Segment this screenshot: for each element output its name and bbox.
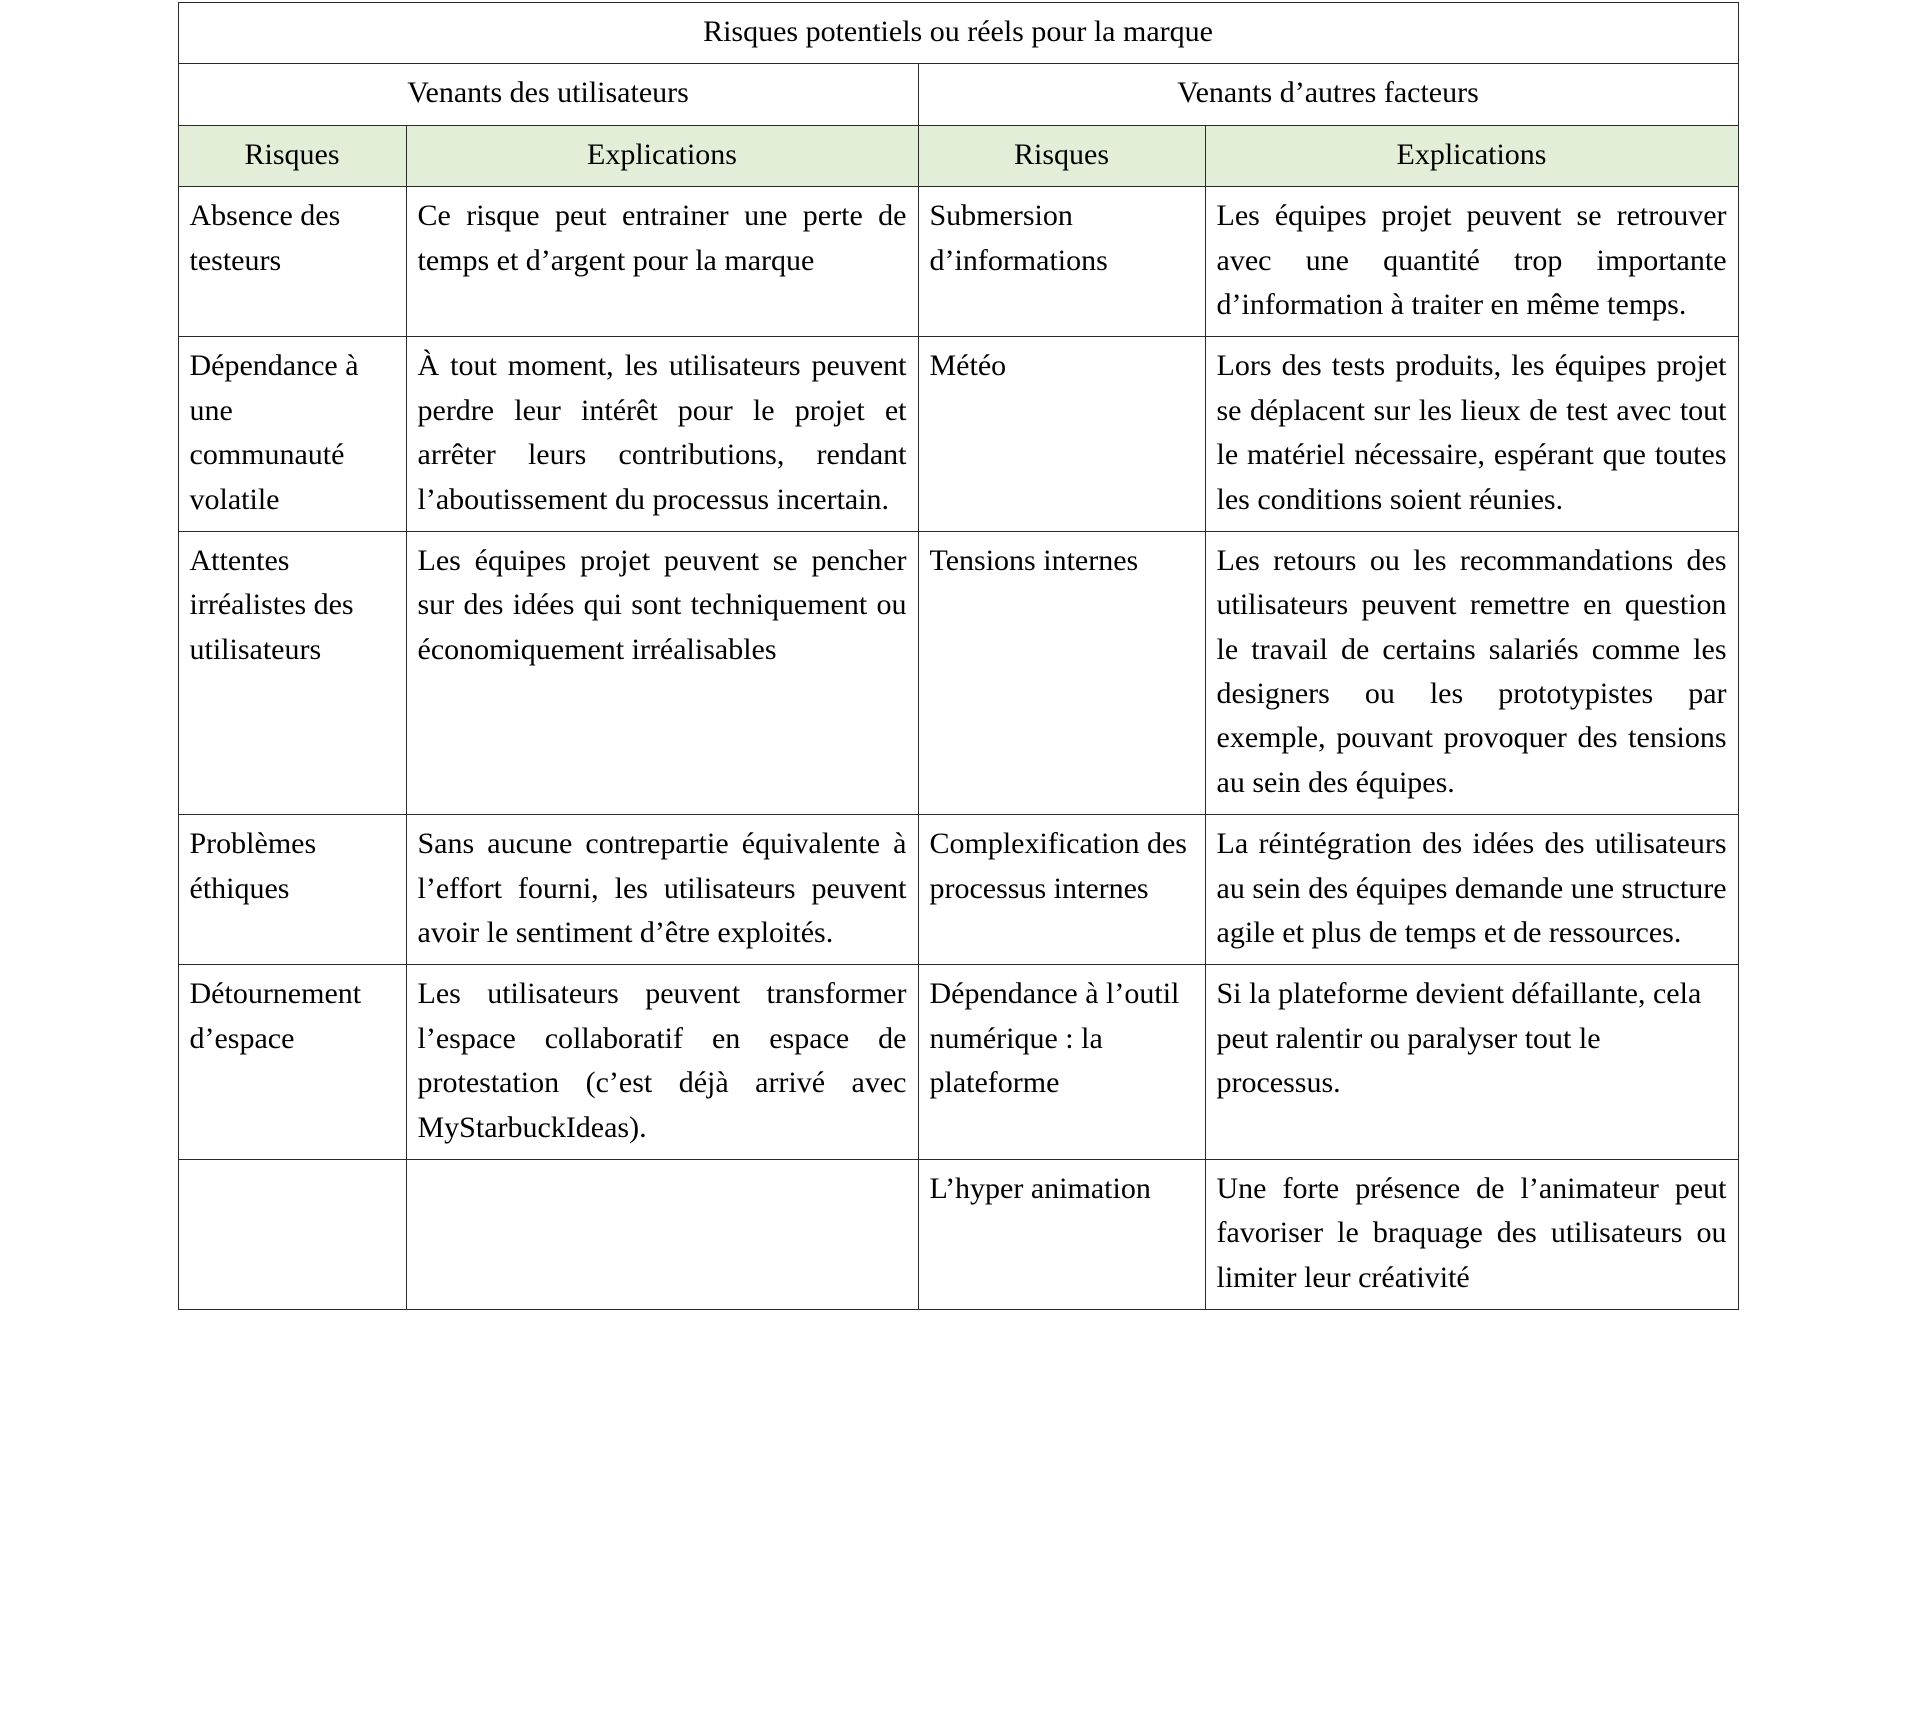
- table-row: [178, 531, 1738, 814]
- column-header-left-explanation: Explications: [406, 125, 918, 186]
- table-row: [178, 1159, 1738, 1309]
- column-header-right-explanation: Explications: [1205, 125, 1738, 186]
- cell-right-explanation: La réintégration des idées des utilisateurs au sein des équipes demande une structure agile et plus de temps et de ressources.: [1205, 815, 1738, 965]
- cell-right-risk: Complexification des processus internes: [918, 815, 1205, 965]
- cell-right-explanation: Une forte présence de l’animateur peut favoriser le braquage des utilisateurs ou limiter leur créativité: [1205, 1159, 1738, 1309]
- column-header-right-risk: Risques: [918, 125, 1205, 186]
- table-group-header-row: [178, 64, 1738, 125]
- cell-left-explanation: Les utilisateurs peuvent transformer l’espace collaboratif en espace de protestation (c’est déjà arrivé avec MyStarbuckIdeas).: [406, 965, 918, 1160]
- table-row: [178, 965, 1738, 1160]
- cell-left-risk: Absence des testeurs: [178, 187, 406, 337]
- table-title-row: [178, 3, 1738, 64]
- cell-left-risk: [178, 1159, 406, 1309]
- cell-right-risk: Dépendance à l’outil numérique : la plateforme: [918, 965, 1205, 1160]
- group-header-other-factors: Venants d’autres facteurs: [918, 64, 1738, 125]
- table-row: [178, 337, 1738, 532]
- cell-left-risk: Détournement d’espace: [178, 965, 406, 1160]
- cell-left-explanation: [406, 1159, 918, 1309]
- cell-left-explanation: À tout moment, les utilisateurs peuvent perdre leur intérêt pour le projet et arrêter leurs contributions, rendant l’aboutissement du processus incertain.: [406, 337, 918, 532]
- table-container: [178, 0, 1743, 1723]
- cell-right-explanation: Lors des tests produits, les équipes projet se déplacent sur les lieux de test avec tout le matériel nécessaire, espérant que toutes les conditions soient réunies.: [1205, 337, 1738, 532]
- cell-right-explanation: Les retours ou les recommandations des utilisateurs peuvent remettre en question le travail de certains salariés comme les designers ou les prototypistes par exemple, pouvant provoquer des tensions au sein des équipes.: [1205, 531, 1738, 814]
- cell-left-explanation: Ce risque peut entrainer une perte de temps et d’argent pour la marque: [406, 187, 918, 337]
- risks-table: [178, 2, 1739, 1310]
- table-row: [178, 815, 1738, 965]
- cell-right-explanation: Si la plateforme devient défaillante, cela peut ralentir ou paralyser tout le processus.: [1205, 965, 1738, 1160]
- table-row: [178, 187, 1738, 337]
- cell-left-explanation: Sans aucune contrepartie équivalente à l’effort fourni, les utilisateurs peuvent avoir le sentiment d’être exploités.: [406, 815, 918, 965]
- cell-right-risk: Submersion d’informations: [918, 187, 1205, 337]
- group-header-users: Venants des utilisateurs: [178, 64, 918, 125]
- cell-left-risk: Attentes irréalistes des utilisateurs: [178, 531, 406, 814]
- page-title: Risques potentiels ou réels pour la marque: [178, 3, 1738, 64]
- cell-right-risk: Tensions internes: [918, 531, 1205, 814]
- table-column-header-row: [178, 125, 1738, 186]
- cell-left-risk: Dépendance à une communauté volatile: [178, 337, 406, 532]
- cell-left-explanation: Les équipes projet peuvent se pencher sur des idées qui sont techniquement ou économiquement irréalisables: [406, 531, 918, 814]
- cell-right-explanation: Les équipes projet peuvent se retrouver avec une quantité trop importante d’information à traiter en même temps.: [1205, 187, 1738, 337]
- cell-right-risk: Météo: [918, 337, 1205, 532]
- cell-left-risk: Problèmes éthiques: [178, 815, 406, 965]
- column-header-left-risk: Risques: [178, 125, 406, 186]
- cell-right-risk: L’hyper animation: [918, 1159, 1205, 1309]
